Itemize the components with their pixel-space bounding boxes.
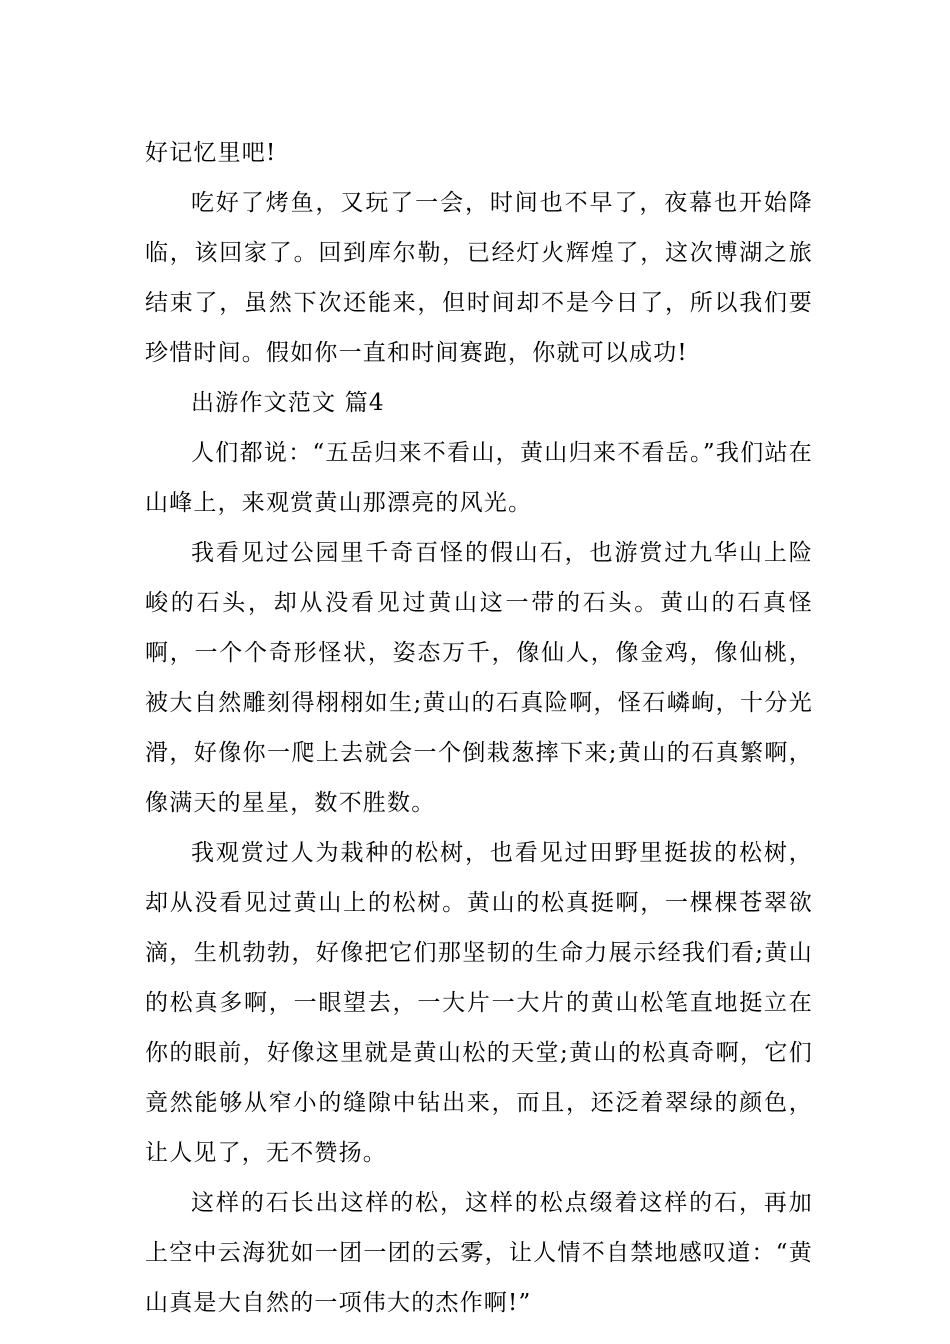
paragraph-huangshan-pines: 我观赏过人为栽种的松树，也看见过田野里挺拔的松树，却从没看见过黄山上的松树。黄山的松真挺啊，一棵棵苍翠欲滴，生机勃勃，好像把它们那坚韧的生命力展示经我们看;黄山的松真多啊，一眼望去，一大片一大片的黄山松笔直地挺立在你的眼前，好像这里就是黄山松的天堂;黄山的松真奇啊，它们竟然能够从窄小的缝隙中钻出来，而且，还泛着翠绿的颜色，让人见了，无不赞扬。 [145, 840, 813, 1166]
paragraph-huangshan-intro: 人们都说：“五岳归来不看山，黄山归来不看岳。”我们站在山峰上，来观赏黄山那漂亮的风光。 [145, 440, 813, 516]
paragraph-return-home: 吃好了烤鱼，又玩了一会，时间也不早了，夜幕也开始降临，该回家了。回到库尔勒，已经灯火辉煌了，这次博湖之旅结束了，虽然下次还能来，但时间却不是今日了，所以我们要珍惜时间。假如你一直和时间赛跑，你就可以成功! [145, 190, 813, 366]
document-body [145, 128, 813, 1328]
section-heading: 出游作文范文 篇4 [191, 390, 385, 416]
paragraph-huangshan-stones: 我看见过公园里千奇百怪的假山石，也游赏过九华山上险峻的石头，却从没看见过黄山这一带的石头。黄山的石真怪啊，一个个奇形怪状，姿态万千，像仙人，像金鸡，像仙桃，被大自然雕刻得栩栩如生;黄山的石真险啊，怪石嶙峋，十分光滑，好像你一爬上去就会一个倒栽葱摔下来;黄山的石真繁啊，像满天的星星，数不胜数。 [145, 540, 813, 816]
paragraph-continuation: 好记忆里吧! [145, 140, 277, 166]
paragraph-conclusion: 这样的石长出这样的松，这样的松点缀着这样的石，再加上空中云海犹如一团一团的云雾，让人情不自禁地感叹道：“黄山真是大自然的一项伟大的杰作啊!” [145, 1190, 813, 1316]
